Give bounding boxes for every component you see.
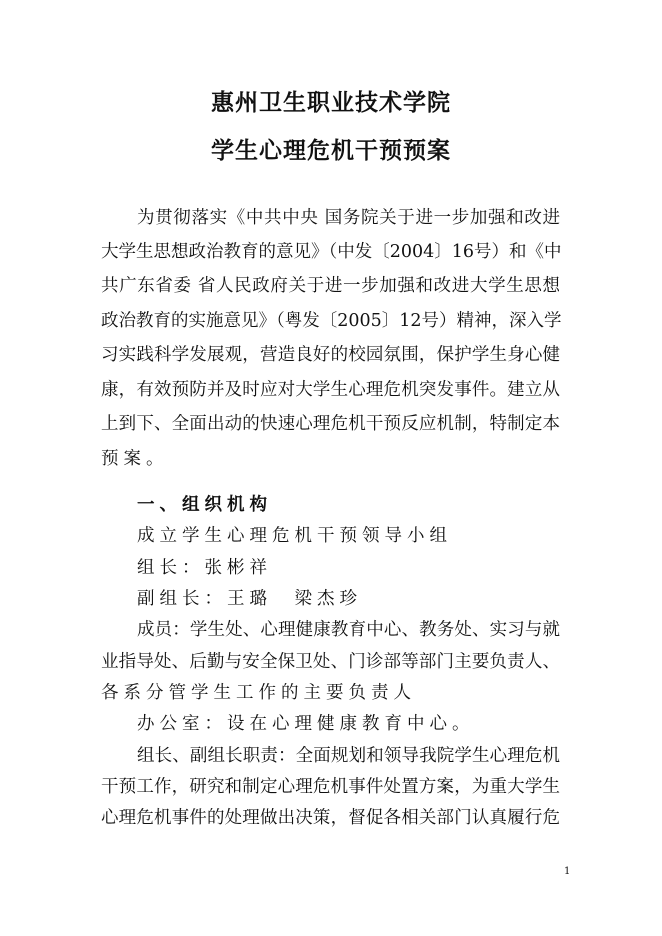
document-title: 惠州卫生职业技术学院: [211, 89, 451, 116]
text-line: 为贯彻落实《中共中央 国务院关于进一步加强和改进: [137, 208, 560, 228]
text-line: 大学生思想政治教育的意见》（中发〔2004〕16号）和《中: [101, 242, 562, 262]
text-line: 干预工作，研究和制定心理危机事件处置方案，为重大学生: [101, 777, 560, 797]
text-line: 上到下、全面出动的快速心理危机干预反应机制，特制定本: [101, 414, 560, 434]
text-line: 心理危机事件的处理做出决策，督促各相关部门认真履行危: [101, 808, 560, 828]
text-line: 习实践科学发展观，营造良好的校园氛围，保护学生身心健: [101, 345, 560, 365]
text-line: 组长、副组长职责：全面规划和领导我院学生心理危机: [137, 746, 560, 766]
text-line: 办公室：设在心理健康教育中心。: [137, 714, 475, 734]
text-line: 预案。: [101, 449, 169, 469]
section-heading: 一、组织机构: [137, 495, 272, 515]
text-line: 康，有效预防并及时应对大学生心理危机突发事件。建立从: [101, 380, 560, 400]
text-line: 组长：张彬祥: [137, 558, 272, 578]
text-line: 副组长：王璐 梁杰珍: [137, 589, 362, 609]
document-subtitle: 学生心理危机干预预案: [211, 137, 451, 164]
text-line: 成立学生心理危机干预领导小组: [137, 526, 452, 546]
text-line: 各系分管学生工作的主要负责人: [101, 683, 416, 703]
text-line: 政治教育的实施意见》（粤发〔2005〕12号）精神，深入学: [101, 311, 562, 331]
text-line: 业指导处、后勤与安全保卫处、门诊部等部门主要负责人、: [101, 652, 560, 672]
text-line: 共广东省委 省人民政府关于进一步加强和改进大学生思想: [101, 276, 560, 296]
text-line: 成员：学生处、心理健康教育中心、教务处、实习与就: [137, 620, 560, 640]
page-number: 1: [564, 866, 571, 877]
